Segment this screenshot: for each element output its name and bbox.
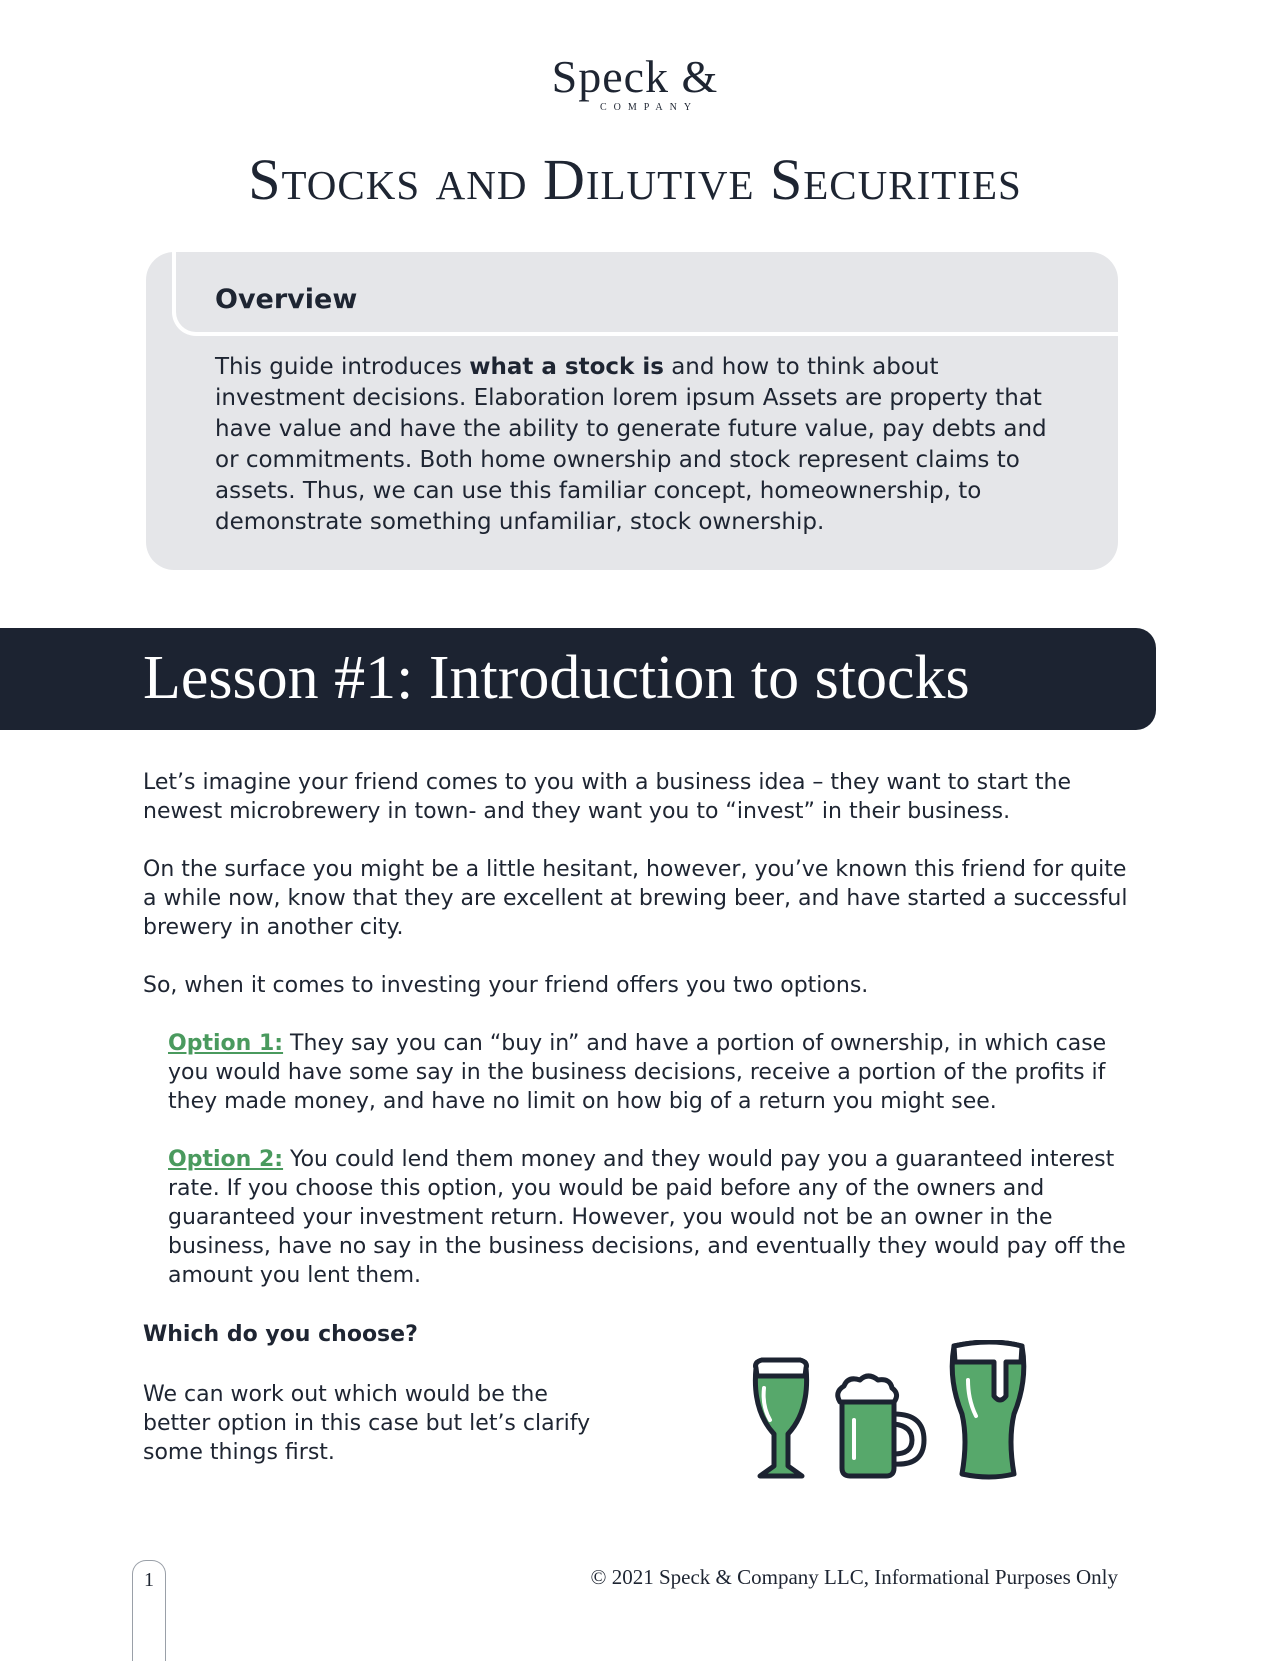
beer-illustration — [746, 1340, 1076, 1498]
overview-text — [215, 352, 1075, 538]
footer-copyright: © 2021 Speck & Company LLC, Informational Purposes Only — [590, 1565, 1118, 1589]
paragraph: On the surface you might be a little hesitant, however, you’ve known this friend for quite a while now, know that they are excellent at brewing beer, and have started a successful brewery in another city. — [143, 857, 1128, 940]
page-number-tab — [132, 1560, 166, 1661]
closing-paragraph: We can work out which would be the better option in this case but let’s clarify some things first. — [143, 1382, 591, 1465]
overview-text-start: This guide introduces — [215, 354, 470, 380]
overview-text-rest: and how to think about investment decisions. Elaboration lorem ipsum Assets are property that have value and have the ability to generate future value, pay debts and or commitments. Both home ownership and stock represent claims to assets. Thus, we can use this familiar concept, homeownership, to demonstrate something unfamiliar, stock ownership. — [215, 354, 1047, 535]
paragraph: Let’s imagine your friend comes to you with a business idea – they want to start the newest microbrewery in town- and they want you to “invest” in their business. — [143, 770, 1071, 824]
overview-text-emphasis: what a stock is — [469, 354, 664, 380]
goblet-glass-icon — [755, 1360, 806, 1476]
beer-mug-icon — [838, 1376, 924, 1476]
company-logo — [0, 52, 1270, 114]
option-2-label[interactable]: Option 2: — [168, 1147, 284, 1172]
question-heading: Which do you choose? — [143, 1322, 418, 1347]
pilsner-glass-icon — [952, 1342, 1024, 1477]
logo-subtitle: COMPANY — [599, 102, 699, 113]
page-number: 1 — [144, 1569, 154, 1591]
lesson-content — [143, 768, 1133, 1319]
option-1-text: They say you can “buy in” and have a portion of ownership, in which case you would have some say in the business decisions, receive a portion of the profits if they made money, and have no limit on how big of a return you might see. — [168, 1031, 1107, 1114]
document-title: Stocks and Dilutive Securities — [248, 147, 1022, 212]
option-2-text: You could lend them money and they would pay you a guaranteed interest rate. If you choose this option, you would be paid before any of the owners and guaranteed your investment return. However, you would not be an owner in the business, have no say in the business decisions, and eventually they would pay off the amount you lent them. — [168, 1147, 1126, 1288]
option-1-label[interactable]: Option 1: — [168, 1031, 284, 1056]
lesson-title: Lesson #1: Introduction to stocks — [143, 644, 970, 712]
overview-heading: Overview — [215, 284, 358, 315]
logo-wordmark: Speck & — [551, 51, 719, 102]
overview-panel — [146, 252, 1118, 570]
lesson-banner — [0, 628, 1156, 730]
option-1-paragraph — [168, 1029, 1128, 1116]
paragraph: So, when it comes to investing your friend offers you two options. — [143, 973, 869, 998]
option-2-paragraph — [168, 1145, 1128, 1290]
